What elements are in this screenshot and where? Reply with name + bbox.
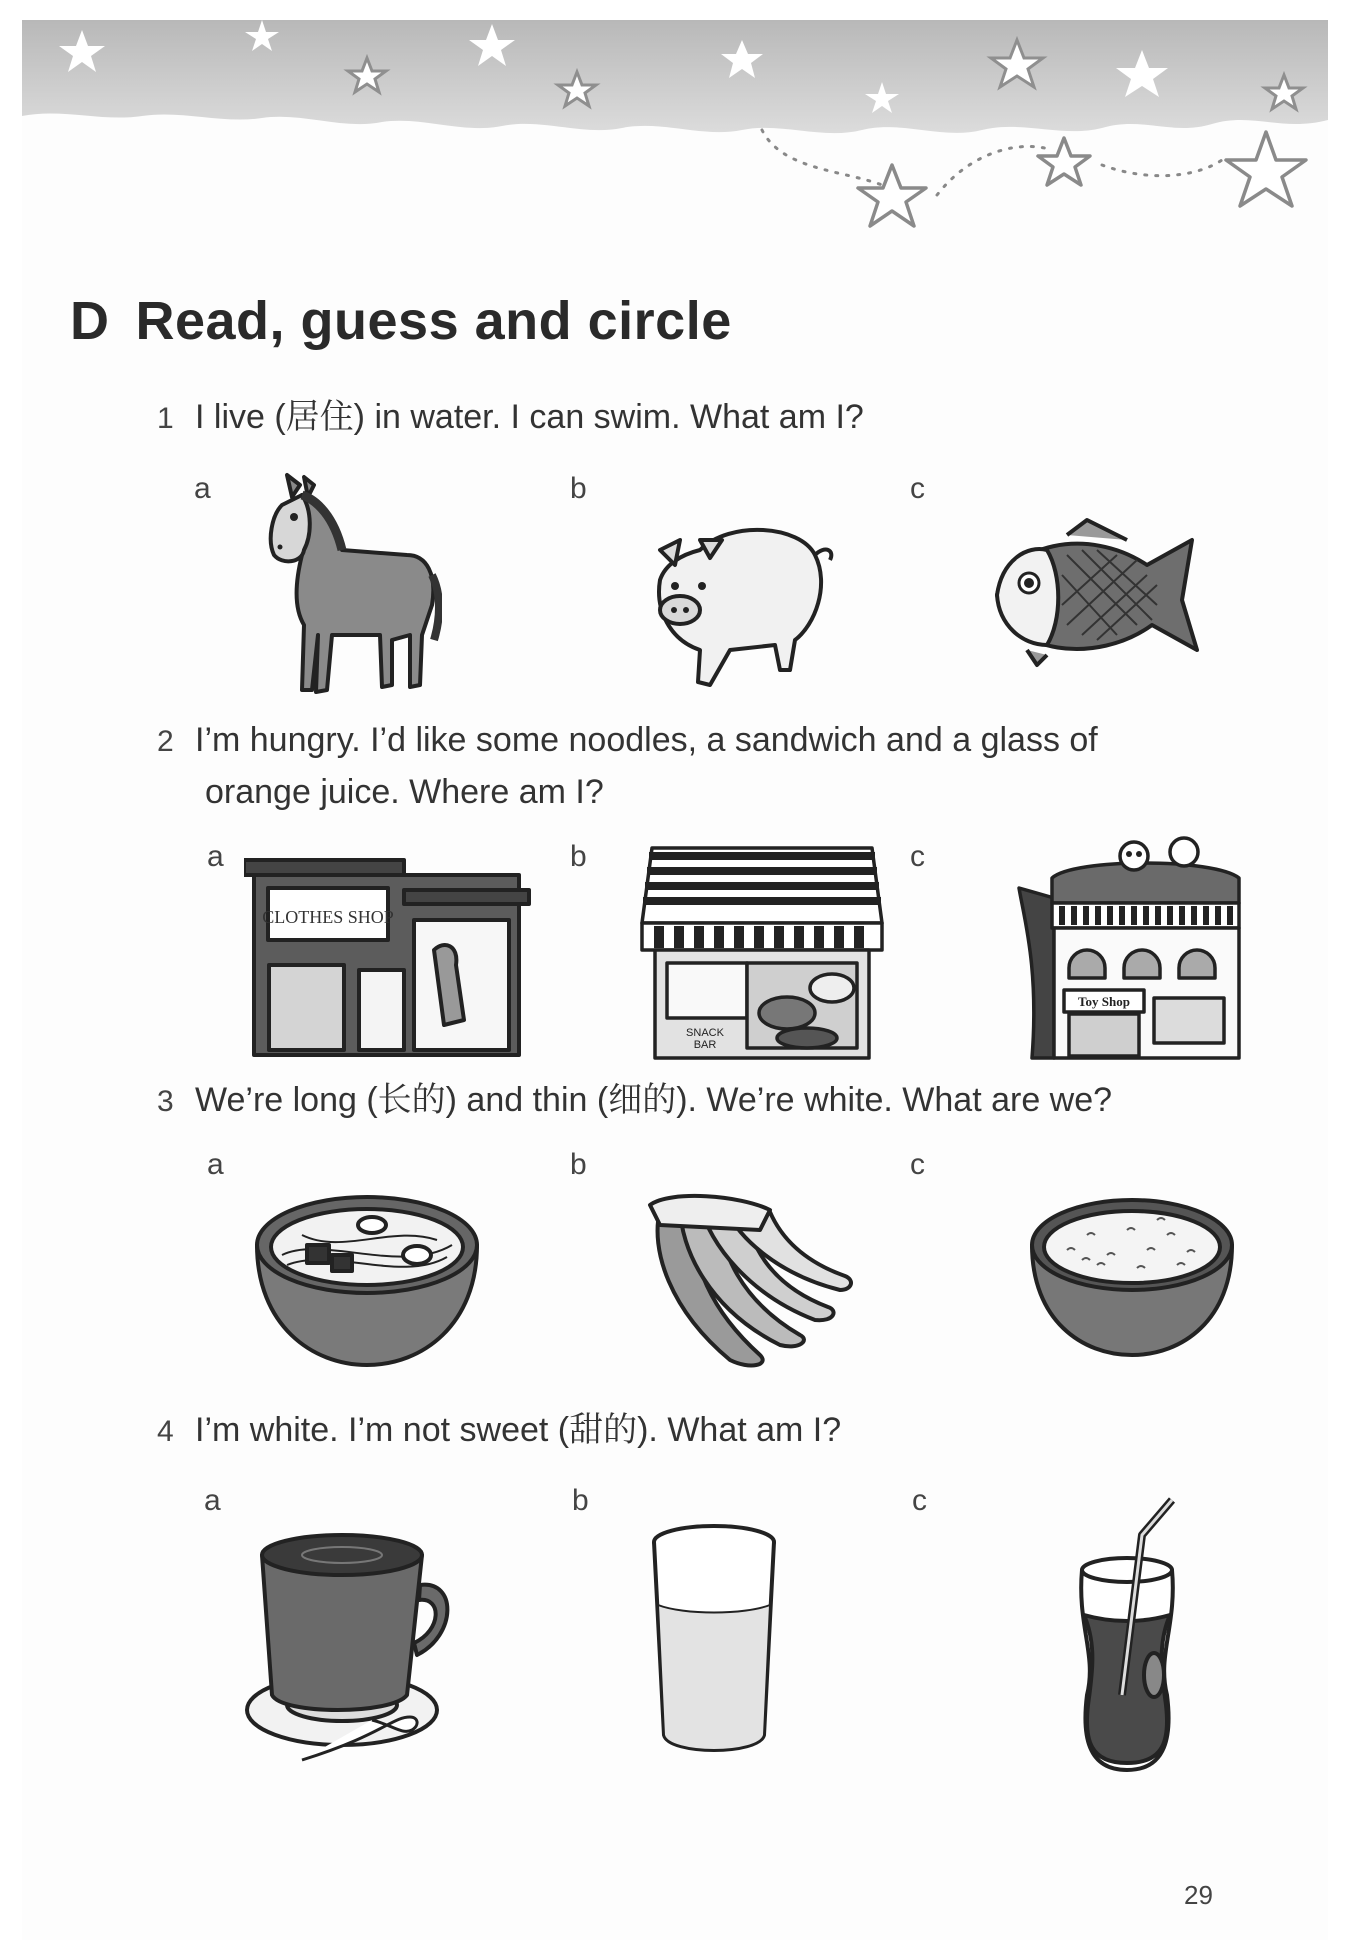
snack-bar-icon[interactable] xyxy=(637,838,887,1063)
question-4 xyxy=(157,1405,841,1457)
option-letter-1a[interactable]: a xyxy=(194,472,211,505)
bananas-icon[interactable] xyxy=(640,1190,860,1380)
toy-shop-sign: Toy Shop xyxy=(1078,994,1130,1009)
option-letter-3c[interactable]: c xyxy=(910,1148,925,1181)
option-letter-1b[interactable]: b xyxy=(570,472,587,505)
snack-bar-sign-line-1: SNACK xyxy=(686,1027,724,1039)
clothes-shop-sign: CLOTHES SHOP xyxy=(262,907,394,927)
juice-with-straw-icon[interactable] xyxy=(1062,1495,1202,1780)
question-1 xyxy=(157,392,864,444)
option-letter-2b[interactable]: b xyxy=(570,840,587,873)
question-text: We’re long (长的) and thin (细的). We’re white. What are we? xyxy=(195,1081,1113,1119)
option-letter-4b[interactable]: b xyxy=(572,1484,589,1517)
rice-bowl-icon[interactable] xyxy=(1027,1190,1237,1360)
question-number: 2 xyxy=(157,725,174,758)
question-text-line-2: orange juice. Where am I? xyxy=(205,773,604,811)
section-heading: Read, guess and circle xyxy=(135,291,732,351)
page-number: 29 xyxy=(1184,1880,1213,1910)
question-3 xyxy=(157,1075,1112,1127)
pig-icon[interactable] xyxy=(640,510,840,700)
option-letter-4c[interactable]: c xyxy=(912,1484,927,1517)
section-letter: D xyxy=(70,291,110,351)
question-2 xyxy=(157,715,1098,818)
question-text: I’m white. I’m not sweet (甜的). What am I? xyxy=(195,1411,842,1449)
question-number: 4 xyxy=(157,1415,174,1448)
toy-shop-icon[interactable] xyxy=(1014,828,1254,1063)
question-number: 1 xyxy=(157,402,174,435)
question-text: I live (居住) in water. I can swim. What am I? xyxy=(195,398,864,436)
option-letter-1c[interactable]: c xyxy=(910,472,925,505)
option-letter-3a[interactable]: a xyxy=(207,1148,224,1181)
worksheet-page xyxy=(22,20,1328,1940)
option-letter-3b[interactable]: b xyxy=(570,1148,587,1181)
horse-icon[interactable] xyxy=(242,455,442,705)
option-letter-2a[interactable]: a xyxy=(207,840,224,873)
coffee-cup-icon[interactable] xyxy=(242,1525,467,1765)
question-number: 3 xyxy=(157,1085,174,1118)
option-letter-4a[interactable]: a xyxy=(204,1484,221,1517)
question-text-line-1: I’m hungry. I’d like some noodles, a sandwich and a glass of xyxy=(195,721,1098,759)
glass-of-milk-icon[interactable] xyxy=(644,1520,784,1760)
noodles-bowl-icon[interactable] xyxy=(252,1185,482,1370)
star-banner-icon xyxy=(22,20,1328,260)
option-letter-2c[interactable]: c xyxy=(910,840,925,873)
fish-icon[interactable] xyxy=(967,515,1217,685)
snack-bar-sign-line-2: BAR xyxy=(693,1039,717,1051)
section-title xyxy=(70,290,732,352)
clothes-shop-icon[interactable] xyxy=(244,840,534,1060)
